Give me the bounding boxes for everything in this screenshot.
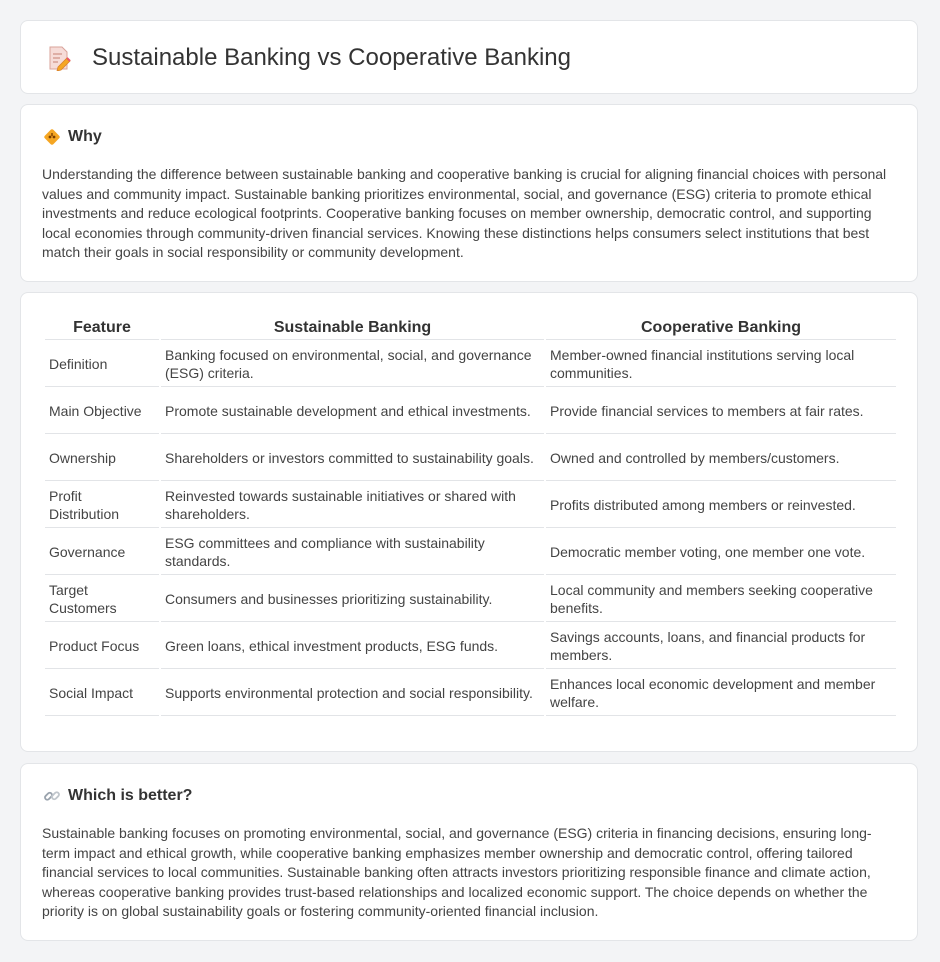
which-is-better-section (20, 763, 918, 941)
comparison-section (20, 292, 918, 752)
header-sustainable-banking: Sustainable Banking (161, 315, 544, 340)
sustainable-cell: ESG committees and compliance with sustainability standards. (161, 530, 544, 575)
table-header-row (45, 315, 896, 340)
cooperative-cell: Provide financial services to members at fair rates. (546, 389, 896, 434)
feature-cell: Social Impact (45, 671, 159, 716)
why-header (43, 127, 102, 147)
feature-cell: Governance (45, 530, 159, 575)
sustainable-cell: Supports environmental protection and social responsibility. (161, 671, 544, 716)
table-row (45, 577, 896, 622)
feature-cell: Product Focus (45, 624, 159, 669)
cooperative-cell: Democratic member voting, one member one vote. (546, 530, 896, 575)
header-feature: Feature (45, 315, 159, 340)
cooperative-cell: Member-owned financial institutions serving local communities. (546, 342, 896, 387)
cooperative-cell: Local community and members seeking cooperative benefits. (546, 577, 896, 622)
why-text: Understanding the difference between sustainable banking and cooperative banking is crucial for aligning financial choices with personal values and community impact. Sustainable banking prioritizes environmental, social, and governance (ESG) criteria to promote ethical investments and reduce ecological footprints. Cooperative banking focuses on member ownership, democratic control, and supporting local economies through community-driven financial services. Knowing these distinctions helps consumers select institutions that best match their goals in social responsibility or community development. (42, 166, 887, 261)
table-row (45, 530, 896, 575)
table-row (45, 671, 896, 716)
cooperative-cell: Savings accounts, loans, and financial products for members. (546, 624, 896, 669)
table-row (45, 483, 896, 528)
feature-cell: Definition (45, 342, 159, 387)
why-section (20, 104, 918, 282)
feature-cell: Target Customers (45, 577, 159, 622)
comparison-table (43, 313, 898, 718)
table-row (45, 389, 896, 434)
cooperative-cell: Owned and controlled by members/customers. (546, 436, 896, 481)
feature-cell: Profit Distribution (45, 483, 159, 528)
sustainable-cell: Banking focused on environmental, social, and governance (ESG) criteria. (161, 342, 544, 387)
feature-cell: Main Objective (45, 389, 159, 434)
table-row (45, 624, 896, 669)
sustainable-cell: Green loans, ethical investment products, ESG funds. (161, 624, 544, 669)
better-heading: Which is better? (68, 787, 193, 804)
better-header (43, 786, 192, 806)
sustainable-cell: Shareholders or investors committed to sustainability goals. (161, 436, 544, 481)
document-pencil-icon (47, 45, 71, 71)
page-title: Sustainable Banking vs Cooperative Banking (92, 44, 571, 71)
header-cooperative-banking: Cooperative Banking (546, 315, 896, 340)
table-row (45, 436, 896, 481)
diamond-icon (43, 128, 61, 146)
cooperative-cell: Profits distributed among members or reinvested. (546, 483, 896, 528)
cooperative-cell: Enhances local economic development and member welfare. (546, 671, 896, 716)
feature-cell: Ownership (45, 436, 159, 481)
sustainable-cell: Promote sustainable development and ethical investments. (161, 389, 544, 434)
link-icon (43, 787, 61, 805)
table-row (45, 342, 896, 387)
sustainable-cell: Consumers and businesses prioritizing sustainability. (161, 577, 544, 622)
sustainable-cell: Reinvested towards sustainable initiatives or shared with shareholders. (161, 483, 544, 528)
title-card (20, 20, 918, 94)
why-heading: Why (68, 128, 102, 145)
better-text: Sustainable banking focuses on promoting environmental, social, and governance (ESG) criteria in financing decisions, ensuring long-term impact and ethical growth, while cooperative banking emphasizes member ownership and democratic control, offering tailored financial services to local communities. Sustainable banking often attracts investors prioritizing responsible finance and climate action, whereas cooperative banking provides trust-based relationships and localized economic support. The choice depends on whether the priority is on global sustainability goals or fostering community-oriented financial inclusion. (42, 825, 872, 920)
